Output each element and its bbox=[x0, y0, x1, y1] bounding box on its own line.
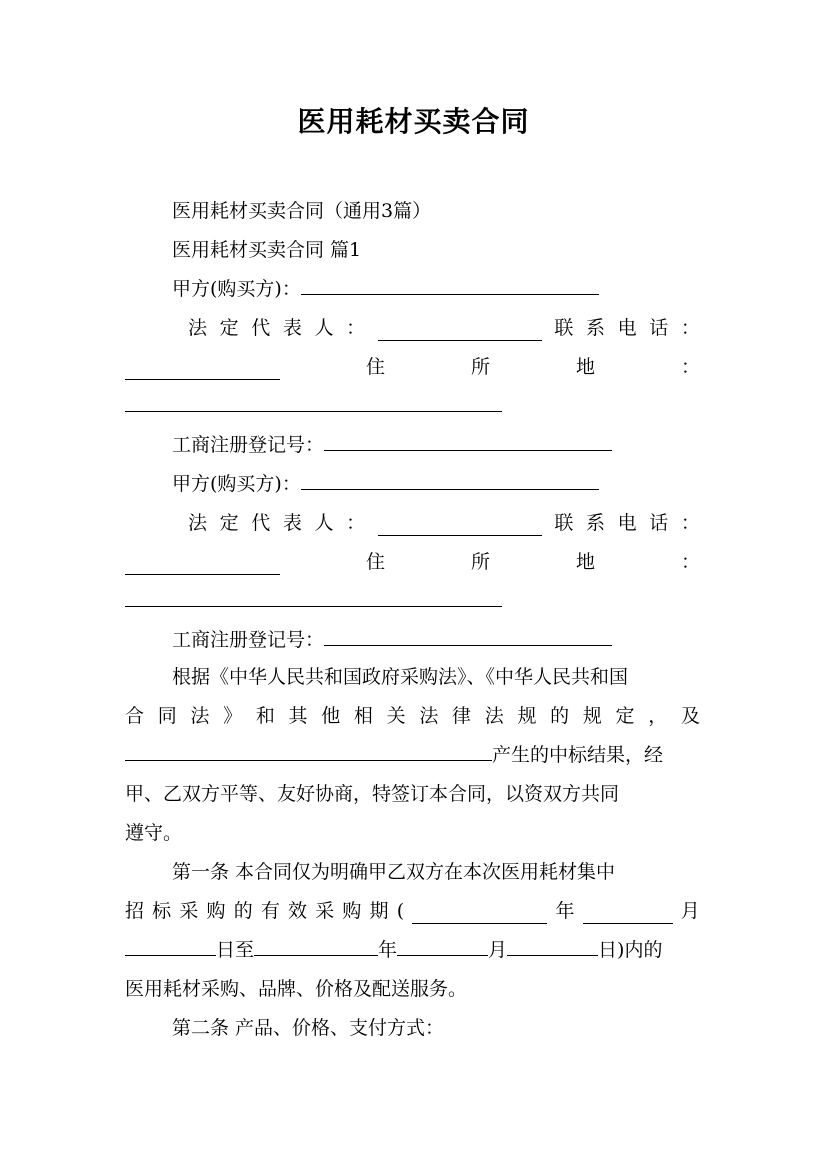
party-a-address-char: 所 bbox=[470, 356, 490, 378]
end-day-label: 日)内的 bbox=[598, 939, 663, 961]
party-a-buyer-label: 甲方(购买方)： bbox=[172, 278, 301, 300]
party-a-phone-char: 话 bbox=[649, 317, 669, 339]
party-a-reg-label: 工商注册登记号： bbox=[172, 434, 325, 456]
article-1-char: 购 bbox=[342, 900, 362, 922]
preamble-char: 法 bbox=[419, 705, 439, 727]
party-b-address-blank-line bbox=[125, 588, 502, 614]
start-month-label: 月 bbox=[680, 900, 700, 922]
article-1-char: 采 bbox=[179, 900, 199, 922]
preamble-line-5: 遵守。 bbox=[125, 822, 183, 844]
party-b-rep-char: 表 bbox=[282, 512, 302, 534]
party-b-address-blank bbox=[125, 588, 502, 607]
party-b-phone-char: 系 bbox=[585, 512, 605, 534]
party-a-address-blank-line bbox=[125, 393, 502, 419]
document-title: 医用耗材买卖合同 bbox=[297, 105, 530, 138]
article-1-line-3 bbox=[125, 937, 662, 963]
party-a-phone-char: 系 bbox=[585, 317, 605, 339]
start-year-label: 年 bbox=[555, 900, 575, 922]
party-a-reg-line bbox=[172, 432, 612, 458]
party-b-rep-char: 代 bbox=[251, 512, 271, 534]
party-a-phone-blank bbox=[125, 361, 280, 380]
party-a-address-char: ： bbox=[680, 356, 700, 378]
party-b-rep-char: 法 bbox=[188, 512, 208, 534]
end-day-blank bbox=[507, 937, 598, 956]
article-1-char: 有 bbox=[260, 900, 280, 922]
party-a-buyer-blank bbox=[301, 276, 599, 295]
party-b-address-char: 所 bbox=[470, 551, 490, 573]
collection-title: 医用耗材买卖合同（通用3篇） bbox=[172, 200, 432, 222]
start-day-blank bbox=[125, 937, 216, 956]
party-b-reg-line bbox=[172, 627, 612, 653]
party-a-address-char: 地 bbox=[575, 356, 595, 378]
party-a-rep-char: ： bbox=[346, 317, 366, 339]
party-b-address-char: 住 bbox=[365, 551, 385, 573]
party-b-rep-line bbox=[188, 510, 700, 536]
start-month-blank bbox=[583, 905, 673, 924]
preamble-line-1: 根据《中华人民共和国政府采购法》、《中华人民共和国 bbox=[172, 666, 629, 688]
article-2-line-1: 第二条 产品、价格、支付方式： bbox=[172, 1017, 445, 1039]
party-a-rep-line bbox=[188, 315, 700, 341]
preamble-char: 合 bbox=[125, 705, 145, 727]
end-month-blank bbox=[397, 937, 488, 956]
party-a-reg-blank bbox=[324, 432, 612, 451]
preamble-char: 定 bbox=[615, 705, 635, 727]
preamble-char: 法 bbox=[190, 705, 210, 727]
preamble-char: 关 bbox=[386, 705, 406, 727]
day-to-label: 日至 bbox=[216, 939, 255, 961]
party-b-buyer-label: 甲方(购买方)： bbox=[172, 473, 301, 495]
preamble-char: 法 bbox=[484, 705, 504, 727]
article-1-char: 采 bbox=[315, 900, 335, 922]
party-a-address-blank bbox=[125, 393, 502, 412]
preamble-char: 和 bbox=[255, 705, 275, 727]
party-b-address-char: 地 bbox=[575, 551, 595, 573]
party-a-address-line bbox=[125, 354, 700, 380]
article-1-line-1: 第一条 本合同仅为明确甲乙双方在本次医用耗材集中 bbox=[172, 861, 616, 883]
article-1-char: 期 bbox=[369, 900, 389, 922]
article-1-line-4: 医用耗材采购、品牌、价格及配送服务。 bbox=[125, 978, 468, 1000]
party-b-reg-label: 工商注册登记号： bbox=[172, 629, 325, 651]
end-year-label: 年 bbox=[378, 939, 398, 961]
party-a-rep-char: 法 bbox=[188, 317, 208, 339]
article-1-char: 标 bbox=[152, 900, 172, 922]
party-a-phone-char: 联 bbox=[554, 317, 574, 339]
end-month-label: 月 bbox=[488, 939, 508, 961]
preamble-char: 其 bbox=[288, 705, 308, 727]
party-b-phone-char: 话 bbox=[649, 512, 669, 534]
party-b-address-line bbox=[125, 549, 700, 575]
party-b-rep-blank bbox=[378, 517, 542, 536]
start-year-blank bbox=[412, 905, 547, 924]
party-a-rep-char: 代 bbox=[251, 317, 271, 339]
party-b-rep-char: ： bbox=[346, 512, 366, 534]
party-a-phone-char: 电 bbox=[617, 317, 637, 339]
party-a-buyer-line bbox=[172, 276, 599, 302]
preamble-char: 规 bbox=[582, 705, 602, 727]
party-a-rep-char: 表 bbox=[282, 317, 302, 339]
party-b-reg-blank bbox=[324, 627, 612, 646]
preamble-char: 的 bbox=[550, 705, 570, 727]
preamble-char: 律 bbox=[452, 705, 472, 727]
party-b-phone-char: ： bbox=[680, 512, 700, 534]
party-b-buyer-blank bbox=[301, 471, 599, 490]
preamble-char: 及 bbox=[680, 705, 700, 727]
article-1-line-2 bbox=[125, 898, 700, 924]
preamble-char: 》 bbox=[223, 705, 243, 727]
party-a-address-char: 住 bbox=[365, 356, 385, 378]
party-b-buyer-line bbox=[172, 471, 599, 497]
party-b-phone-char: 电 bbox=[617, 512, 637, 534]
bid-project-blank bbox=[125, 742, 492, 761]
article-1-char: 购 bbox=[206, 900, 226, 922]
preamble-char: 他 bbox=[321, 705, 341, 727]
party-b-rep-char: 人 bbox=[314, 512, 334, 534]
preamble-line-4: 甲、乙双方平等、友好协商，特签订本合同，以资双方共同 bbox=[125, 783, 620, 805]
end-year-blank bbox=[254, 937, 378, 956]
preamble-line-2 bbox=[125, 703, 700, 729]
part-title: 医用耗材买卖合同 篇1 bbox=[172, 239, 362, 261]
party-a-rep-char: 定 bbox=[219, 317, 239, 339]
party-a-rep-blank bbox=[378, 322, 542, 341]
article-1-char: 招 bbox=[125, 900, 145, 922]
party-b-phone-char: 联 bbox=[554, 512, 574, 534]
party-a-phone-char: ： bbox=[680, 317, 700, 339]
article-1-char: 的 bbox=[233, 900, 253, 922]
party-a-rep-char: 人 bbox=[314, 317, 334, 339]
preamble-char: ， bbox=[648, 705, 668, 727]
preamble-line-3-tail: 产生的中标结果，经 bbox=[492, 744, 664, 766]
preamble-char: 同 bbox=[157, 705, 177, 727]
article-1-char: ( bbox=[396, 900, 405, 922]
preamble-line-3 bbox=[125, 742, 663, 768]
party-b-address-char: ： bbox=[680, 551, 700, 573]
preamble-char: 规 bbox=[517, 705, 537, 727]
party-b-phone-blank bbox=[125, 556, 280, 575]
party-b-rep-char: 定 bbox=[219, 512, 239, 534]
article-1-char: 效 bbox=[288, 900, 308, 922]
preamble-char: 相 bbox=[353, 705, 373, 727]
